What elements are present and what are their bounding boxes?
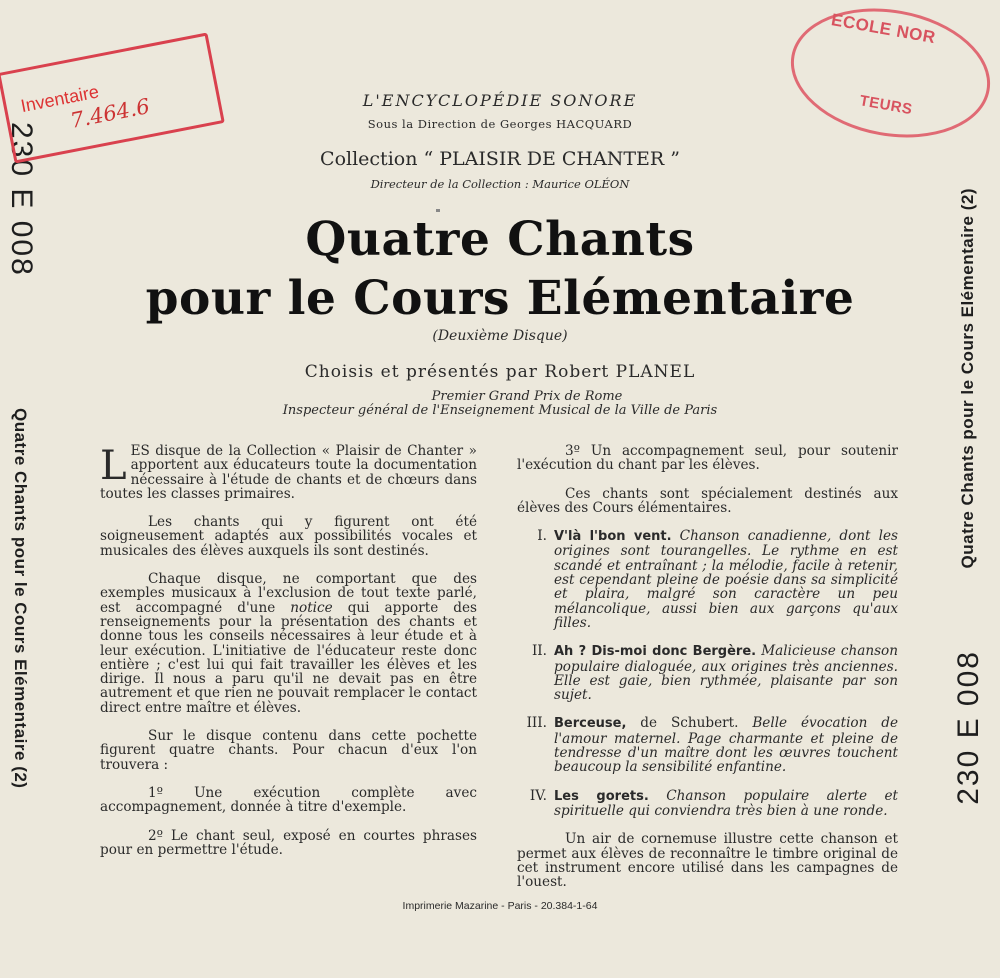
presenter-title: Inspecteur général de l'Enseignement Musical de la Ville de Paris: [282, 403, 718, 418]
paragraph-contents: Sur le disque contenu dans cette pochette figurent quatre chants. Pour chacun d'eux l'on trouvera :: [100, 728, 477, 773]
presenter-credit: Choisis et présentés par Robert PLANEL: [304, 362, 696, 382]
left-text-column: [100, 444, 477, 857]
right-text-column: [517, 444, 898, 889]
spine-catalog-number-left: 230 E 008: [5, 122, 38, 277]
disc-number: (Deuxième Disque): [432, 328, 568, 344]
inventory-stamp-label: Inventaire: [19, 81, 101, 117]
drop-cap: L: [100, 443, 127, 489]
paragraph-point-3: 3º Un accompagnement seul, pour soutenir l'exécution du chant par les élèves.: [517, 443, 898, 474]
spine-catalog-number-right: 230 E 008: [952, 650, 985, 805]
printer-credit: Imprimerie Mazarine - Paris - 20.384-1-64: [402, 900, 598, 912]
album-title-line-2: pour le Cours Elémentaire: [145, 271, 855, 326]
song-item: III. Berceuse, de Schubert. Belle évocation de l'amour maternel. Page charmante et pleine de tendresse d'un maître dont les œuvres touchent beaucoup la sensibilité enfantine.: [526, 715, 898, 776]
song-item: II. Ah ? Dis-moi donc Bergère. Malicieuse chanson populaire dialoguée, aux origines très anciennes. Elle est gaie, bien rythmée, plaisante par son sujet.: [531, 643, 898, 704]
collection-name: Collection “ PLAISIR DE CHANTER ”: [320, 148, 680, 170]
encyclopedie-heading: L'ENCYCLOPÉDIE SONORE: [362, 91, 638, 110]
paragraph-point-1: 1º Une exécution complète avec accompagnement, donnée à titre d'exemple.: [100, 784, 477, 816]
presenter-prize: Premier Grand Prix de Rome: [431, 389, 623, 404]
paragraph-point-2: 2º Le chant seul, exposé en courtes phrases pour en permettre l'étude.: [100, 827, 477, 858]
paragraph-audience: Ces chants sont spécialement destinés aux élèves des Cours élémentaires.: [517, 485, 898, 516]
song-item: I. V'là l'bon vent. Chanson canadienne, dont les origines sont tourangelles. Le rythme en est scandé et entraînant ; la mélodie, facile à retenir, est cependant pleine de poésie dans sa simplicité et plaira, malgré son caractère un peu mélancolique, aussi bien aux garçons qu'aux filles.: [537, 528, 898, 631]
school-stamp-bottom: TEURS: [858, 92, 914, 119]
spine-title-left: Quatre Chants pour le Cours Elémentaire (2): [11, 408, 30, 789]
inventory-stamp-number: 7.464.6: [68, 94, 152, 133]
paragraph-bagpipe: Un air de cornemuse illustre cette chanson et permet aux élèves de reconnaître le timbre original de cet instrument encore utilisé dans les campagnes de l'ouest.: [517, 831, 898, 891]
paragraph-notice: Chaque disque, ne comportant que des exemples musicaux à l'exclusion de tout texte parlé, est accompagné d'une notice qui apporte des renseignements pour la présentation des chants et donne tous les conseils nécessaires à leur étude et à leur exécution. L'initiative de l'éducateur reste donc entière ; c'est lui qui fait travailler les élèves et les dirige. Il nous a paru qu'il ne devait pas en être autrement et que rien ne pouvait remplacer le contact direct entre maître et élèves.: [100, 571, 477, 716]
spine-title-right: Quatre Chants pour le Cours Elémentaire (2): [958, 188, 977, 569]
album-title-line-1: Quatre Chants: [305, 212, 695, 267]
song-item: IV. Les gorets. Chanson populaire alerte et spirituelle qui conviendra très bien à une ronde.: [529, 787, 898, 819]
collection-director: Directeur de la Collection : Maurice OLÉON: [370, 177, 630, 191]
paragraph-adaptation: Les chants qui y figurent ont été soigneusement adaptés aux possibilités vocales et musicales des élèves auxquels ils sont destinés.: [100, 514, 477, 559]
series-direction: Sous la Direction de Georges HACQUARD: [367, 117, 633, 131]
intro-paragraph: LES disque de la Collection « Plaisir de Chanter » apportent aux éducateurs toute la documentation nécessaire à l'étude de chants et de chœurs dans toutes les classes primaires.: [100, 443, 477, 502]
school-stamp-top: ECOLE NOR: [829, 10, 938, 48]
